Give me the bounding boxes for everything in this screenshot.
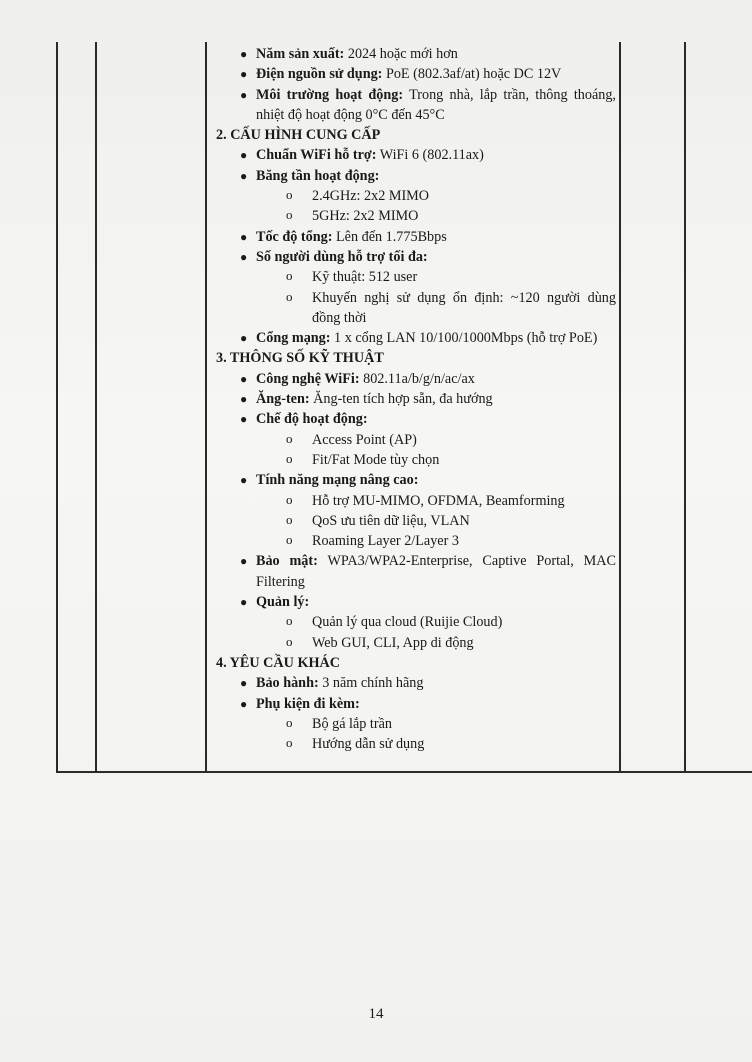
sub-bullet-text: Quản lý qua cloud (Ruijie Cloud) <box>312 614 503 631</box>
bullet-dot-icon: ● <box>240 595 248 610</box>
bullet-label: Số người dùng hỗ trợ tối đa: <box>256 248 428 265</box>
bullet-label: Môi trường hoạt động: <box>256 86 404 103</box>
bullet-label: Băng tần hoạt động: <box>256 167 380 184</box>
sub-bullet-text: Kỹ thuật: 512 user <box>312 269 418 286</box>
circle-bullet-icon: o <box>286 491 293 507</box>
sub-bullet-item <box>208 288 616 329</box>
circle-bullet-icon: o <box>286 450 293 466</box>
circle-bullet-icon: o <box>286 633 293 649</box>
bullet-label: Bảo hành: <box>256 675 319 692</box>
sub-bullet-item <box>208 511 616 531</box>
bullet-item <box>208 328 616 348</box>
sub-bullet-text: Roaming Layer 2/Layer 3 <box>312 533 459 550</box>
bullet-dot-icon: ● <box>240 473 248 488</box>
section-heading-text: 4. YÊU CẦU KHÁC <box>216 654 341 671</box>
table-divider-4 <box>684 42 686 772</box>
bullet-dot-icon: ● <box>240 168 248 183</box>
bullet-value: Ăng-ten tích hợp sẵn, đa hướng <box>309 391 493 408</box>
bullet-item <box>208 166 616 186</box>
circle-bullet-icon: o <box>286 430 293 446</box>
bullet-value: 802.11a/b/g/n/ac/ax <box>359 370 475 387</box>
bullet-value: 3 năm chính hãng <box>318 675 424 692</box>
bullet-item <box>208 673 616 693</box>
bullet-dot-icon: ● <box>240 87 248 102</box>
bullet-value: PoE (802.3af/at) hoặc DC 12V <box>382 66 562 83</box>
table-bottom-border <box>56 771 752 773</box>
sub-bullet-item <box>208 450 616 470</box>
bullet-item <box>208 409 616 429</box>
section-heading <box>208 653 616 673</box>
sub-bullet-text: 2.4GHz: 2x2 MIMO <box>312 188 430 205</box>
sub-bullet-text: Access Point (AP) <box>312 431 417 448</box>
bullet-label: Năm sản xuất: <box>256 46 345 62</box>
bullet-label: Ăng-ten: <box>256 391 310 408</box>
sub-bullet-item <box>208 267 616 287</box>
bullet-dot-icon: ● <box>240 148 248 163</box>
bullet-label: Bảo mật: <box>256 553 318 570</box>
sub-bullet-text: Khuyến nghị sử dụng ổn định: ~120 người dùng đồng thời <box>312 289 616 326</box>
page-number: 14 <box>368 1006 384 1022</box>
bullet-label: Công nghệ WiFi: <box>256 370 360 387</box>
sub-bullet-text: Hỗ trợ MU-MIMO, OFDMA, Beamforming <box>312 492 565 509</box>
sub-bullet-item <box>208 612 616 632</box>
sub-bullet-text: 5GHz: 2x2 MIMO <box>312 208 419 225</box>
bullet-item <box>208 389 616 409</box>
sub-bullet-text: Hướng dẫn sử dụng <box>312 736 425 753</box>
bullet-label: Phụ kiện đi kèm: <box>256 695 360 712</box>
bullet-dot-icon: ● <box>240 67 248 82</box>
bullet-value: 2024 hoặc mới hơn <box>344 46 458 62</box>
bullet-dot-icon: ● <box>240 676 248 691</box>
section-heading <box>208 348 616 368</box>
bullet-value: Lên đến 1.775Bbps <box>332 228 447 245</box>
bullet-item <box>208 44 616 64</box>
bullet-value: 1 x cổng LAN 10/100/1000Mbps (hỗ trợ PoE) <box>330 330 598 347</box>
bullet-item <box>208 85 616 126</box>
bullet-label: Điện nguồn sử dụng: <box>256 66 383 83</box>
bullet-label: Chuẩn WiFi hỗ trợ: <box>256 147 377 164</box>
bullet-label: Tốc độ tổng: <box>256 228 333 245</box>
bullet-value: WPA3/WPA2-Enterprise, Captive Portal, MAC Filtering <box>256 553 617 590</box>
bullet-item <box>208 64 616 84</box>
sub-bullet-item <box>208 186 616 206</box>
sub-bullet-item <box>208 206 616 226</box>
sub-bullet-item <box>208 714 616 734</box>
bullet-dot-icon: ● <box>240 47 248 61</box>
circle-bullet-icon: o <box>286 714 293 730</box>
section-heading-text: 3. THÔNG SỐ KỸ THUẬT <box>216 350 384 367</box>
bullet-label: Tính năng mạng nâng cao: <box>256 472 419 489</box>
circle-bullet-icon: o <box>286 187 293 203</box>
bullet-dot-icon: ● <box>240 229 248 244</box>
circle-bullet-icon: o <box>286 735 293 751</box>
sub-bullet-item <box>208 633 616 653</box>
bullet-dot-icon: ● <box>240 412 248 427</box>
table-divider-3 <box>619 42 621 772</box>
section-heading <box>208 125 616 145</box>
circle-bullet-icon: o <box>286 532 293 548</box>
table-divider-1 <box>95 42 97 772</box>
circle-bullet-icon: o <box>286 288 293 304</box>
table-border-left <box>56 42 58 772</box>
spec-content <box>208 44 616 754</box>
circle-bullet-icon: o <box>286 207 293 223</box>
bullet-label: Cổng mạng: <box>256 330 331 347</box>
bullet-item <box>208 470 616 490</box>
bullet-item <box>208 247 616 267</box>
bullet-value: Trong nhà, lắp trần, thông thoáng, nhiệt độ hoạt động 0°C đến 45°C <box>256 86 616 123</box>
bullet-item <box>208 592 616 612</box>
circle-bullet-icon: o <box>286 613 293 629</box>
bullet-dot-icon: ● <box>240 696 248 711</box>
bullet-item <box>208 551 616 592</box>
bullet-item <box>208 227 616 247</box>
circle-bullet-icon: o <box>286 268 293 284</box>
table-divider-2 <box>205 42 207 772</box>
bullet-dot-icon: ● <box>240 249 248 264</box>
bullet-value: WiFi 6 (802.11ax) <box>376 147 484 164</box>
sub-bullet-item <box>208 491 616 511</box>
sub-bullet-text: QoS ưu tiên dữ liệu, VLAN <box>312 512 470 529</box>
bullet-dot-icon: ● <box>240 392 248 407</box>
sub-bullet-item <box>208 734 616 754</box>
sub-bullet-text: Fit/Fat Mode tùy chọn <box>312 451 440 468</box>
sub-bullet-text: Bộ gá lắp trần <box>312 715 392 732</box>
bullet-label: Chế độ hoạt động: <box>256 411 368 428</box>
bullet-label: Quản lý: <box>256 594 310 611</box>
bullet-item <box>208 369 616 389</box>
circle-bullet-icon: o <box>286 511 293 527</box>
bullet-dot-icon: ● <box>240 554 248 569</box>
bullet-item <box>208 694 616 714</box>
bullet-item <box>208 145 616 165</box>
bullet-dot-icon: ● <box>240 331 248 346</box>
sub-bullet-item <box>208 430 616 450</box>
bullet-dot-icon: ● <box>240 371 248 386</box>
sub-bullet-item <box>208 531 616 551</box>
sub-bullet-text: Web GUI, CLI, App di động <box>312 634 474 651</box>
section-heading-text: 2. CẤU HÌNH CUNG CẤP <box>216 127 381 144</box>
